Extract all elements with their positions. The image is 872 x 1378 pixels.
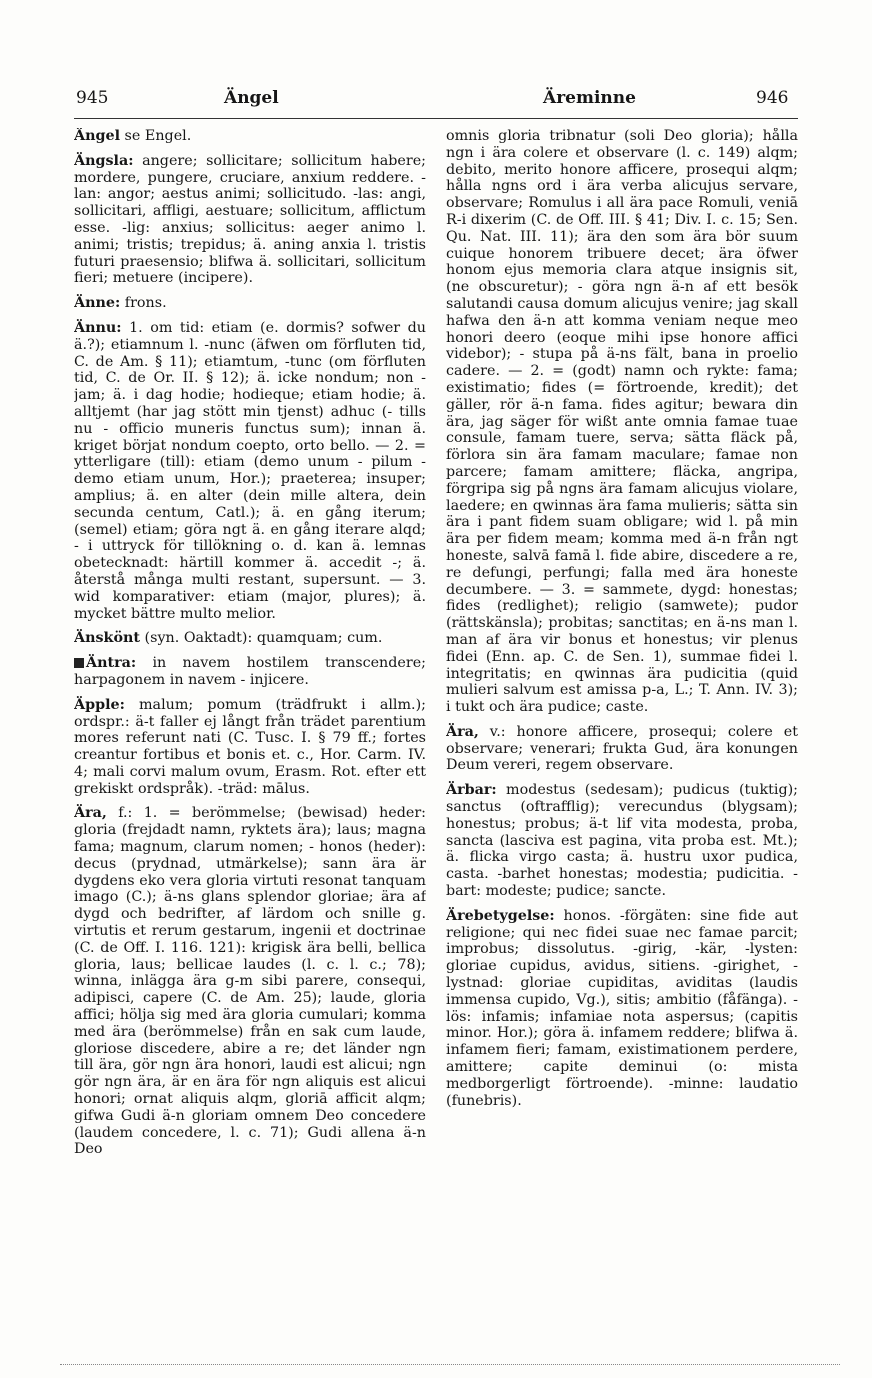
header-rule: [74, 118, 798, 119]
entry-headword: Ärbar:: [446, 782, 497, 799]
entry-headword: Ängsla:: [74, 152, 134, 169]
dictionary-entry: [74, 153, 426, 287]
dictionary-entry: [74, 320, 426, 622]
entry-definition: angere; sollicitare; sollicitum habere; mordere, pungere, cruciare, anxium reddere. -lan: angor; aestus animi; sollicitudo. -las: angi, sollicitari, affligi, aestuare; sollicitum, afflictum esse. -lig: anxius; sollicitus: aeger animo l. animi; tristis; trepidus; ä. aning anxia l. tristis futuri praesensio; blifwa ä. sollicitari, sollicitum fieri; metuere (incipere).: [74, 152, 426, 287]
entry-definition: (syn. Oaktadt): quamquam; cum.: [139, 630, 383, 647]
entry-definition: in navem hostilem transcendere; harpagonem in navem - injicere.: [74, 655, 426, 688]
entry-headword: Ännu:: [74, 319, 122, 336]
entry-headword: Änskönt: [74, 630, 140, 647]
entry-headword: Änne:: [74, 295, 121, 312]
running-head-left: Ängel: [224, 88, 279, 108]
page-number-left: 945: [76, 88, 109, 108]
dictionary-entry: [74, 697, 426, 798]
entry-definition: v.: honore afficere, prosequi; colere et observare; venerari; frukta Gud, ära konungen Deum vereri, regem observare.: [446, 723, 798, 774]
running-head-right: Äreminne: [543, 88, 636, 108]
entry-headword: Ära,: [446, 723, 479, 740]
dictionary-entry: [446, 908, 798, 1110]
entry-definition: 1. om tid: etiam (e. dormis? sofwer du ä.?); etiamnum l. -nunc (äfwen om förfluten tid, C. de Am. § 11); etiamtum, -tunc (om förfluten tid, C. de Or. II. § 12); ä. icke nondum; non - jam; ä. i dag hodie; hodieque; etiam hodie; ä. alltjemt (har jag stött min tjenst) adhuc (- tills nu - officio muneris functus sum); innan ä. kriget börjat nondum coepto, orto bello. — 2. = ytterligare (till): etiam (demo unum - pilum - demo etiam unum, Hor.); praeterea; insuper; amplius; ä. en alter (dein mille altera, dein secunda centum, Catl.); ä. en gång iterum; (semel) etiam; göra ngt ä. en gång iterare alqd; - i uttryck för tillökning o. d. kan ä. lemnas obetecknadt: härtill kommer ä. accedit -; ä. återstå många multi restant, supersunt. — 3. wid komparativer: etiam (major, plures); ä. mycket bättre multo melior.: [74, 319, 426, 622]
entry-definition: f.: 1. = berömmelse; (bewisad) heder: gloria (frejdadt namn, ryktets ära); laus; magna fama; magnum, clarum nomen; - honos (heder): decus (prydnad, utmärkelse); sann ära är dygdens eko vera gloria virtuti resonat tanquam imago (C.); ä-ns glans splendor gloriae; ära af dygd och bedrifter, af lärdom och snille g. virtutis et rerum gestarum, ingenii et doctrinae (C. de Off. I. 116. 121): krigisk ära belli, bellica gloria, laus; bellicae laudes (l. c. l. c.; 78); winna, inlägga ära g-m sibi parere, consequi, adipisci, capere (C. de Am. 25); laude, gloria affici; hölja sig med ära gloria cumulari; komma med ära (berömmelse) från en sak cum laude, gloriose discedere, abire a re; det länder ngn till ära, gör ngn ära honori, laudi est alicui; ngn gör ngn ära, är en ära för ngn aliquis est alicui honori; ornat aliquis alqm, gloriā afficit alqm; gifwa Gudi ä-n gloriam omnem Deo concedere (laudem concedere, l. c. 71); Gudi allena ä-n Deo: [74, 805, 426, 1158]
dictionary-entry: [446, 782, 798, 900]
entry-headword: Ära,: [74, 805, 107, 822]
entry-headword: Ängel: [74, 128, 121, 144]
pointer-mark-icon: [74, 658, 84, 668]
right-column: [446, 128, 798, 1278]
dictionary-entry: [74, 805, 426, 1158]
dictionary-entry: [446, 724, 798, 774]
bottom-edge-dots: [60, 1364, 840, 1367]
dictionary-entry: [446, 128, 798, 716]
entry-definition: omnis gloria tribnatur (soli Deo gloria); hålla ngn i ära colere et observare (l. c. 149) alqm; debito, merito honore afficere, prosequi alqm; hålla ngns ord i ära verba alicujus servare, observare; Romulus i all ära pace Romuli, veniā R-i dixerim (C. de Off. III. § 41; Div. I. c. 15; Sen. Qu. Nat. III. 11); ära den som ära bör suum cuique honorem tribuere decet; ära öfwer honom ejus memoria clara atque insignis sit, (ne obscuretur); - göra ngn ä-n af ett besök salutandi causa domum alicujus venire; jag skall hafwa den ä-n att komma veniam neque meo honori deero (eoque mihi ipse honore affici videbor); - stupa på ä-ns fält, bana in proelio cadere. — 2. = (godt) namn och rykte: fama; existimatio; fides (= förtroende, kredit); det gäller, rör ä-n fama. fides agitur; bewara din ära, jag säger för wißt ante omnia famae tuae consule, famam tuere, serva; sätta fläck på, förlora sin ära famam maculare; famae non parcere; famam amittere; fläcka, angripa, förgripa sig på ngns ära famam alicujus violare, laedere; en qwinnas ära fama mulieris; sätta sin ära i pant fidem suam obligare; wid l. på min ära per fidem meam; komma med ä-n från ngt honeste, salvā famā l. fide abire, discedere a re, re defungi, perfungi; falla med ära honeste decumbere. — 3. = sammete, dygd: honestas; fides (redlighet); religio (samwete); pudor (rättskänsla); probitas; sanctitas; en ä-ns man l. man af ära vir bonus et honestus; vir plenus fidei (Enn. ap. C. de Sen. 1), summae fidei l. integritatis; en qwinnas ära pudicitia (quid mulieri salvum est amissa p-a, L.; T. Ann. IV. 3); i tukt och ära pudice; caste.: [446, 128, 798, 716]
entry-headword: Äpple:: [74, 696, 125, 713]
dictionary-entry: [74, 630, 426, 647]
left-column: [74, 128, 426, 1278]
entry-definition: se Engel.: [120, 128, 192, 144]
entry-headword: Äntra:: [86, 655, 137, 672]
entry-headword: Ärebetygelse:: [446, 907, 555, 924]
page-number-right: 946: [756, 88, 789, 108]
entry-definition: honos. -förgäten: sine fide aut religione; qui nec fidei suae nec famae parcit; improbus; dissolutus. -girig, -kär, -lysten: gloriae cupidus, avidus, sitiens. -girighet, -lystnad: gloriae cupiditas, aviditas (laudis immensa cupido, Vg.), sitis; ambitio (fåfänga). -lös: infamis; infamiae nota aspersus; (capitis minor. Hor.); göra ä. infamem reddere; blifwa ä. infamem fieri; famam, existimationem perdere, amittere; capite deminui (o: mista medborgerligt förtroende). -minne: laudatio (funebris).: [446, 907, 798, 1109]
dictionary-entry: [74, 655, 426, 689]
page-header: [0, 78, 872, 118]
entry-definition: modestus (sedesam); pudicus (tuktig); sanctus (oftrafflig); verecundus (blygsam); honestus; probus; ä-t lif vita modesta, proba, sancta (lasciva est pagina, vita proba est. Mt.); ä. flicka virgo casta; ä. hustru uxor pudica, casta. -barhet honestas; modestia; pudicitia. -bart: modeste; pudice; sancte.: [446, 782, 798, 900]
entry-definition: malum; pomum (trädfrukt i allm.); ordspr.: ä-t faller ej långt från trädet parentium mores referunt nati (C. Tusc. I. § 79 ff.; fortes creantur fortibus et bonis et. c., Hor. Carm. IV. 4; mali corvi malum ovum, Erasm. Rot. efter ett grekiskt ordspråk). -träd: mālus.: [74, 696, 426, 797]
dictionary-entry: [74, 295, 426, 312]
dictionary-entry: [74, 128, 426, 145]
entry-definition: frons.: [120, 295, 167, 312]
